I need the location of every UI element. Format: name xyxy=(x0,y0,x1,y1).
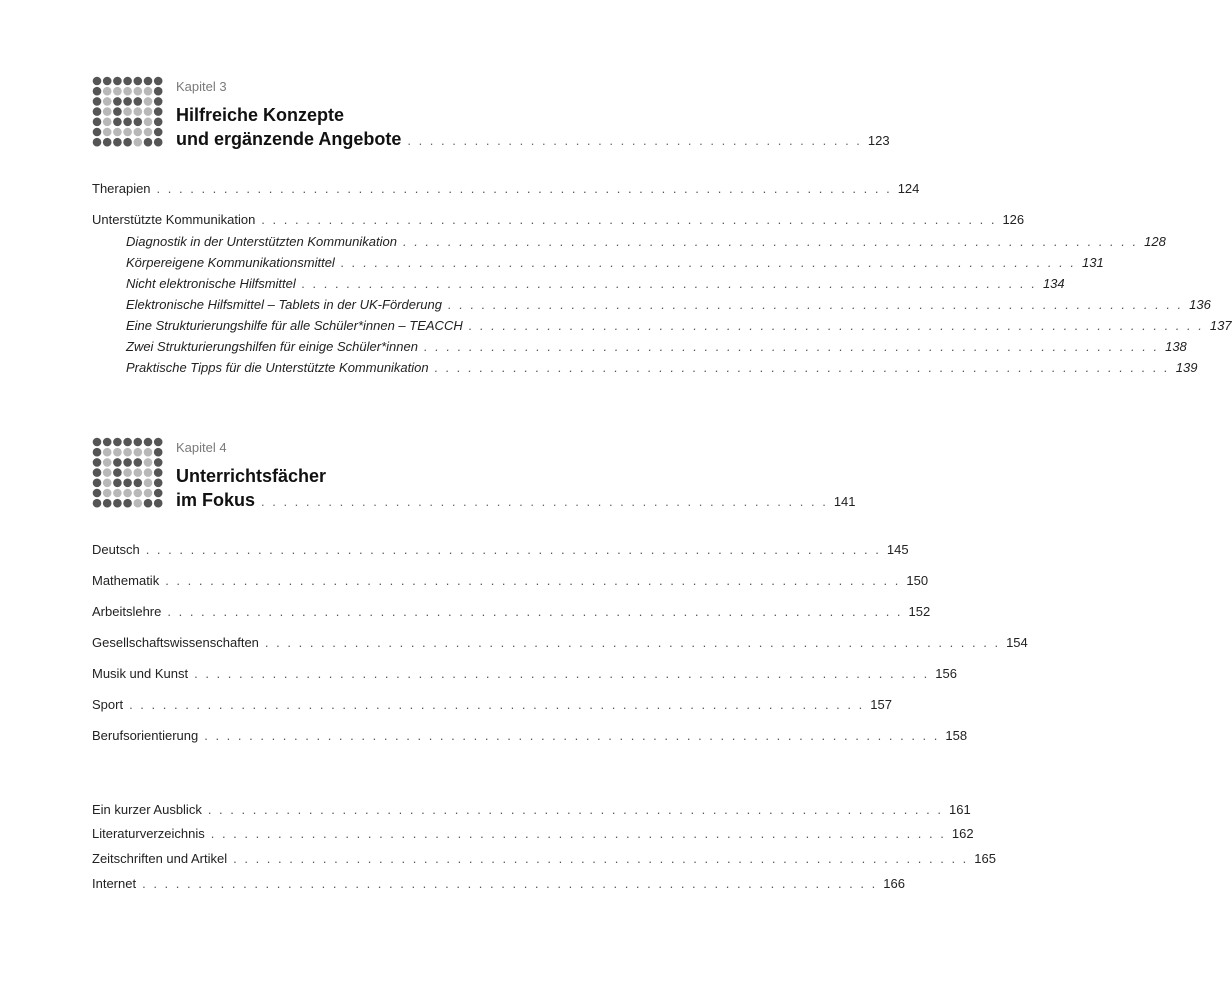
grid-dot xyxy=(93,118,102,127)
grid-dot xyxy=(123,499,132,508)
grid-dot xyxy=(144,489,153,498)
leader-dots: . . . . . . . . . . . . . . . . . . . . . . . . . . . . . . . . . . . . . . . . . . . . . . . . . . . . . . . . . . . . . . . . . . xyxy=(129,697,865,712)
page-number: 131 xyxy=(1081,255,1104,270)
toc-entry[interactable] xyxy=(92,666,957,682)
grid-dot xyxy=(144,458,153,467)
grid-dot xyxy=(154,107,163,116)
grid-dot xyxy=(154,489,163,498)
page-number: 162 xyxy=(951,826,974,841)
grid-dot xyxy=(103,87,112,96)
page-number: 128 xyxy=(1144,234,1166,249)
page-number: 124 xyxy=(897,181,920,196)
leader-dots: . . . . . . . . . . . . . . . . . . . . . . . . . . . . . . . . . . . . . . . . . . . . . . . . . . . . . . . . . . . . . . . . . . xyxy=(194,666,930,681)
grid-dot xyxy=(93,438,102,447)
grid-dot xyxy=(93,97,102,106)
grid-dot xyxy=(154,468,163,477)
grid-dot xyxy=(93,499,102,508)
grid-dot xyxy=(113,499,122,508)
toc-subentry[interactable] xyxy=(126,318,1232,334)
leader-dots: . . . . . . . . . . . . . . . . . . . . . . . . . . . . . . . . . . . . . . . . . . . . . . . . . . . . . . . . . . . . . . . . . . xyxy=(264,635,1001,650)
grid-dot xyxy=(154,499,163,508)
page-number: 158 xyxy=(945,728,968,743)
entry-title: Sport xyxy=(92,697,124,712)
grid-dot xyxy=(123,77,132,86)
page-number: 139 xyxy=(1175,360,1198,375)
grid-dot xyxy=(134,479,143,488)
grid-dot xyxy=(123,468,132,477)
leader-dots: . . . . . . . . . . . . . . . . . . . . . . . . . . . . . . . . . . . . . . . . . . . . . . . . . . . . . . . . . . . . . . . . . . xyxy=(156,181,892,196)
toc-subentry[interactable] xyxy=(126,276,1065,292)
toc-entry[interactable] xyxy=(92,181,920,197)
grid-dot xyxy=(134,87,143,96)
chapter-title-line1: Unterrichtsfächer xyxy=(176,466,327,486)
toc-entry[interactable] xyxy=(92,826,974,842)
entry-title: Unterstützte Kommunikation xyxy=(92,212,256,227)
grid-dot xyxy=(103,479,112,488)
entry-title: Körpereigene Kommunikationsmittel xyxy=(126,255,335,270)
grid-dot xyxy=(123,438,132,447)
toc-entry[interactable] xyxy=(92,728,968,744)
entry-title: Ein kurzer Ausblick xyxy=(92,802,202,817)
page-number: 154 xyxy=(1006,635,1028,650)
toc-entry[interactable] xyxy=(92,212,1025,228)
page-number: 123 xyxy=(867,133,890,148)
grid-dot xyxy=(144,87,153,96)
leader-dots: . . . . . . . . . . . . . . . . . . . . . . . . . . . . . . . . . . . . . . . . . . . . . . . . . . . . . . . . . . . . . . . . . . xyxy=(448,297,1184,312)
leader-dots: . . . . . . . . . . . . . . . . . . . . . . . . . . . . . . . . . . . . . . . . . . . . . . . . . . . . . . . . . . . . . . . . . . xyxy=(340,255,1076,270)
grid-dot xyxy=(123,107,132,116)
leader-dots: . . . . . . . . . . . . . . . . . . . . . . . . . . . . . . . . . . . . . . . . . . . . . . . . . . . . . . . . . . . . . . . . . . xyxy=(423,339,1160,354)
page-number: 156 xyxy=(935,666,957,681)
entry-title: Musik und Kunst xyxy=(92,666,189,681)
grid-dot xyxy=(113,77,122,86)
entry-title: Arbeitslehre xyxy=(92,604,162,619)
entry-title: Gesellschaftswissenschaften xyxy=(92,635,259,650)
entry-title: Berufsorientierung xyxy=(92,728,199,743)
leader-dots: . . . . . . . . . . . . . . . . . . . . . . . . . . . . . . . . . . . . . . . . . . . . . . . . . . . . . . . . . . . . . . . . . . xyxy=(434,360,1170,375)
grid-dot xyxy=(103,77,112,86)
page-number: 136 xyxy=(1189,297,1211,312)
grid-dot xyxy=(113,107,122,116)
grid-dot xyxy=(144,118,153,127)
page-number: 137 xyxy=(1209,318,1232,333)
grid-dot xyxy=(144,438,153,447)
page-number: 165 xyxy=(974,851,996,866)
grid-dot xyxy=(134,128,143,137)
grid-dot xyxy=(123,87,132,96)
chapter-3-header xyxy=(92,76,890,156)
grid-dot xyxy=(134,499,143,508)
entry-title: Nicht elektronische Hilfsmittel xyxy=(126,276,296,291)
grid-dot xyxy=(144,468,153,477)
grid-dot xyxy=(113,458,122,467)
toc-entry[interactable] xyxy=(92,802,971,818)
dot-grid-icon xyxy=(92,437,164,509)
grid-dot xyxy=(154,138,163,147)
grid-dot xyxy=(113,448,122,457)
grid-dot xyxy=(113,489,122,498)
grid-dot xyxy=(113,87,122,96)
toc-subentry[interactable] xyxy=(126,297,1211,313)
entry-title: Diagnostik in der Unterstützten Kommunikation xyxy=(126,234,397,249)
leader-dots: . . . . . . . . . . . . . . . . . . . . . . . . . . . . . . . . . . . . . . . . . . . . . . . . . . . . . . . . . . . . . . . . . . xyxy=(145,542,881,557)
leader-dots: . . . . . . . . . . . . . . . . . . . . . . . . . . . . . . . . . . . . . . . . . . . . . . . . . . . . . . . . . . . . . . . . . . xyxy=(301,276,1037,291)
grid-dot xyxy=(93,489,102,498)
page-number: 161 xyxy=(948,802,971,817)
leader-dots: . . . . . . . . . . . . . . . . . . . . . . . . . . . . . . . . . . . . . . . . . . . . . . . . . . . xyxy=(261,494,828,509)
grid-dot xyxy=(123,138,132,147)
entry-title: Zwei Strukturierungshilfen für einige Schüler*innen xyxy=(126,339,418,354)
grid-dot xyxy=(134,138,143,147)
toc-entry[interactable] xyxy=(92,697,892,713)
page-number: 166 xyxy=(883,876,905,891)
chapter-title-line2: und ergänzende Angebote xyxy=(176,129,402,149)
grid-dot xyxy=(134,458,143,467)
grid-dot xyxy=(154,479,163,488)
grid-dot xyxy=(103,438,112,447)
grid-dot xyxy=(134,438,143,447)
grid-dot xyxy=(154,77,163,86)
grid-dot xyxy=(123,479,132,488)
toc-entry[interactable] xyxy=(92,851,996,867)
leader-dots: . . . . . . . . . . . . . . . . . . . . . . . . . . . . . . . . . . . . . . . . . . . . . . . . . . . . . . . . . . . . . . . . . . xyxy=(207,802,943,817)
grid-dot xyxy=(103,499,112,508)
grid-dot xyxy=(113,118,122,127)
grid-dot xyxy=(144,138,153,147)
grid-dot xyxy=(134,118,143,127)
chapter-label: Kapitel 4 xyxy=(176,440,227,455)
chapter-title-line1: Hilfreiche Konzepte xyxy=(176,105,345,125)
leader-dots: . . . . . . . . . . . . . . . . . . . . . . . . . . . . . . . . . . . . . . . . . . . . . . . . . . . . . . . . . . . . . . . . . . xyxy=(402,234,1139,249)
grid-dot xyxy=(154,97,163,106)
grid-dot xyxy=(113,128,122,137)
leader-dots: . . . . . . . . . . . . . . . . . . . . . . . . . . . . . . . . . . . . . . . . . . . . . . . . . . . . . . . . . . . . . . . . . . xyxy=(165,573,901,588)
page-number: 141 xyxy=(833,494,856,509)
leader-dots: . . . . . . . . . . . . . . . . . . . . . . . . . . . . . . . . . . . . . . . . . . . . . . . . . . . . . . . . . . . . . . . . . . xyxy=(468,318,1204,333)
grid-dot xyxy=(103,138,112,147)
grid-dot xyxy=(103,448,112,457)
grid-dot xyxy=(113,97,122,106)
grid-dot xyxy=(113,468,122,477)
toc-subentry[interactable] xyxy=(126,234,1166,250)
toc-entry[interactable] xyxy=(92,573,929,589)
grid-dot xyxy=(134,77,143,86)
grid-dot xyxy=(123,458,132,467)
grid-dot xyxy=(144,128,153,137)
grid-dot xyxy=(123,448,132,457)
grid-dot xyxy=(154,438,163,447)
grid-dot xyxy=(154,458,163,467)
chapter-title-line2-row[interactable] xyxy=(176,127,890,153)
leader-dots: . . . . . . . . . . . . . . . . . . . . . . . . . . . . . . . . . . . . . . . . . . . . . . . . . . . . . . . . . . . . . . . . . . xyxy=(142,876,878,891)
page-number: 126 xyxy=(1002,212,1025,227)
chapter-title-line2: im Fokus xyxy=(176,490,256,510)
grid-dot xyxy=(93,77,102,86)
grid-dot xyxy=(154,448,163,457)
grid-dot xyxy=(103,489,112,498)
grid-dot xyxy=(103,468,112,477)
grid-dot xyxy=(144,479,153,488)
toc-entry[interactable] xyxy=(92,876,905,892)
grid-dot xyxy=(134,448,143,457)
entry-title: Zeitschriften und Artikel xyxy=(92,851,228,866)
leader-dots: . . . . . . . . . . . . . . . . . . . . . . . . . . . . . . . . . . . . . . . . . . . . . . . . . . . . . . . . . . . . . . . . . . xyxy=(210,826,946,841)
grid-dot xyxy=(93,448,102,457)
dot-grid-icon xyxy=(92,76,164,148)
chapter-4-header xyxy=(92,437,856,517)
grid-dot xyxy=(93,479,102,488)
leader-dots: . . . . . . . . . . . . . . . . . . . . . . . . . . . . . . . . . . . . . . . . . . . . . . . . . . . . . . . . . . . . . . . . . . xyxy=(261,212,997,227)
grid-dot xyxy=(93,458,102,467)
page-number: 157 xyxy=(870,697,892,712)
leader-dots: . . . . . . . . . . . . . . . . . . . . . . . . . . . . . . . . . . . . . . . . . . . . . . . . . . . . . . . . . . . . . . . . . . xyxy=(167,604,903,619)
entry-title: Internet xyxy=(92,876,137,891)
grid-dot xyxy=(113,438,122,447)
grid-dot xyxy=(154,128,163,137)
leader-dots: . . . . . . . . . . . . . . . . . . . . . . . . . . . . . . . . . . . . . . . . . xyxy=(407,133,862,148)
grid-dot xyxy=(134,107,143,116)
grid-dot xyxy=(134,489,143,498)
grid-dot xyxy=(93,128,102,137)
grid-dot xyxy=(144,448,153,457)
chapter-label: Kapitel 3 xyxy=(176,79,227,94)
grid-dot xyxy=(103,128,112,137)
grid-dot xyxy=(103,458,112,467)
leader-dots: . . . . . . . . . . . . . . . . . . . . . . . . . . . . . . . . . . . . . . . . . . . . . . . . . . . . . . . . . . . . . . . . . . xyxy=(204,728,940,743)
page-number: 138 xyxy=(1165,339,1187,354)
toc-subentry[interactable] xyxy=(126,339,1187,355)
entry-title: Eine Strukturierungshilfe für alle Schüler*innen – TEACCH xyxy=(126,318,463,333)
grid-dot xyxy=(123,489,132,498)
entry-title: Therapien xyxy=(92,181,151,196)
grid-dot xyxy=(93,107,102,116)
grid-dot xyxy=(134,97,143,106)
leader-dots: . . . . . . . . . . . . . . . . . . . . . . . . . . . . . . . . . . . . . . . . . . . . . . . . . . . . . . . . . . . . . . . . . . xyxy=(233,851,969,866)
entry-title: Mathematik xyxy=(92,573,160,588)
grid-dot xyxy=(113,479,122,488)
page-number: 150 xyxy=(906,573,929,588)
entry-title: Deutsch xyxy=(92,542,140,557)
page-number: 145 xyxy=(886,542,909,557)
toc-entry[interactable] xyxy=(92,604,931,620)
entry-title: Literaturverzeichnis xyxy=(92,826,205,841)
grid-dot xyxy=(144,107,153,116)
toc-entry[interactable] xyxy=(92,635,1028,651)
entry-title: Elektronische Hilfsmittel – Tablets in der UK-Förderung xyxy=(126,297,442,312)
toc-subentry[interactable] xyxy=(126,255,1104,271)
grid-dot xyxy=(154,118,163,127)
page-number: 134 xyxy=(1042,276,1065,291)
grid-dot xyxy=(154,87,163,96)
toc-entry[interactable] xyxy=(92,542,909,558)
grid-dot xyxy=(144,499,153,508)
grid-dot xyxy=(93,468,102,477)
grid-dot xyxy=(103,107,112,116)
grid-dot xyxy=(134,468,143,477)
grid-dot xyxy=(123,118,132,127)
grid-dot xyxy=(93,138,102,147)
grid-dot xyxy=(103,97,112,106)
grid-dot xyxy=(93,87,102,96)
chapter-title-line2-row[interactable] xyxy=(176,488,856,514)
grid-dot xyxy=(144,97,153,106)
toc-subentry[interactable] xyxy=(126,360,1198,376)
grid-dot xyxy=(144,77,153,86)
grid-dot xyxy=(123,97,132,106)
entry-title: Praktische Tipps für die Unterstützte Kommunikation xyxy=(126,360,429,375)
page-number: 152 xyxy=(908,604,931,619)
grid-dot xyxy=(103,118,112,127)
grid-dot xyxy=(113,138,122,147)
grid-dot xyxy=(123,128,132,137)
